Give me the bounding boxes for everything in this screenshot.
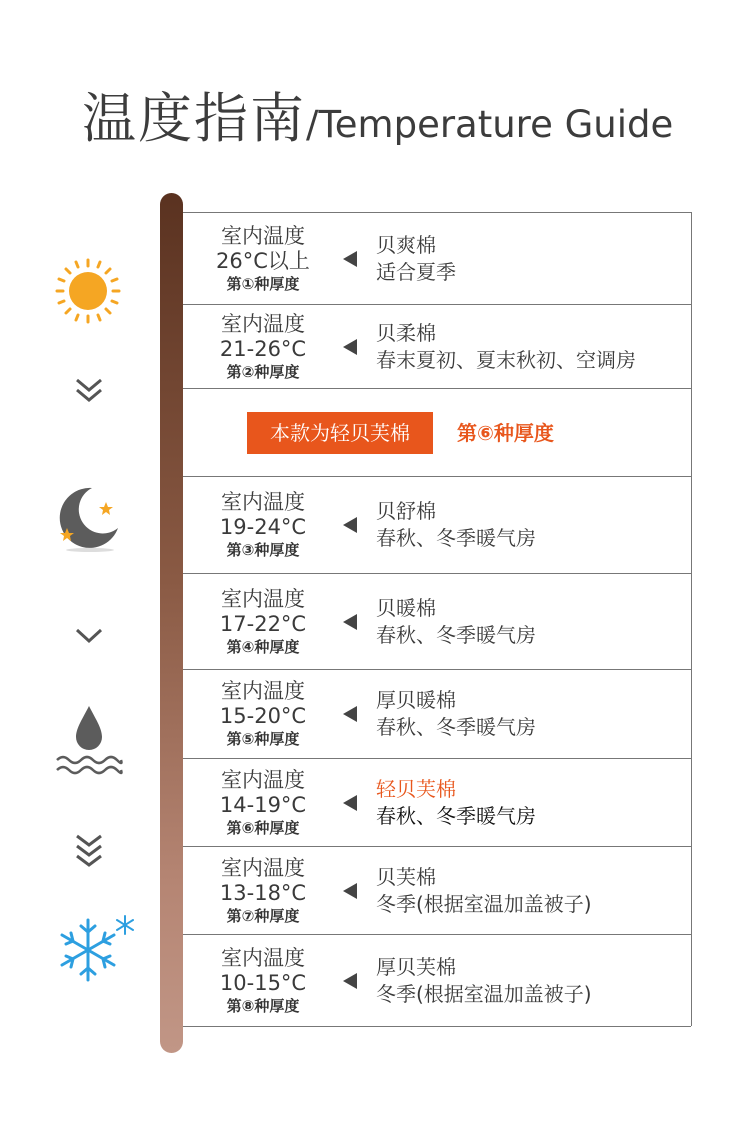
- product-name: 贝舒棉: [376, 499, 436, 523]
- water-drop-icon: [55, 704, 123, 778]
- temp-range: 14-19°C: [219, 792, 307, 817]
- product-cell: [376, 305, 636, 388]
- thickness-label: 第⑥种厚度: [226, 818, 300, 837]
- table-row: [183, 477, 691, 574]
- table-row: [183, 213, 691, 305]
- temp-label: 室内温度: [221, 490, 305, 514]
- temp-range: 26°C以上: [216, 248, 310, 273]
- pointer-arrow-icon: [343, 973, 357, 989]
- product-cell: [376, 847, 592, 934]
- pointer-arrow-icon: [343, 795, 357, 811]
- thickness-label: 第③种厚度: [226, 541, 300, 559]
- chevron-triple-down-icon: [74, 832, 104, 872]
- table-row: [183, 305, 691, 389]
- temperature-table: [183, 212, 692, 1026]
- product-cell: [376, 477, 536, 573]
- pointer-arrow-icon: [343, 883, 357, 899]
- temp-label: 室内温度: [221, 223, 305, 248]
- thickness-label: 第①种厚度: [226, 274, 300, 293]
- thickness-label: 第②种厚度: [226, 362, 300, 381]
- pointer-arrow-icon: [343, 251, 357, 267]
- title-english: /Temperature Guide: [306, 103, 674, 146]
- temperature-cell: [183, 213, 343, 304]
- table-row: [183, 935, 691, 1027]
- temp-label: 室内温度: [221, 311, 305, 336]
- thickness-label: 第⑧种厚度: [226, 996, 300, 1015]
- pointer-arrow-icon: [343, 339, 357, 355]
- sun-icon: [55, 258, 121, 324]
- product-cell: [376, 213, 456, 304]
- temp-label: 室内温度: [221, 679, 305, 703]
- temperature-cell: [183, 847, 343, 934]
- promo-row: [183, 389, 691, 477]
- product-name: 贝爽棉: [376, 232, 436, 257]
- season-text: 春末夏初、夏末秋初、空调房: [376, 347, 636, 372]
- temperature-cell: [183, 477, 343, 573]
- season-text: 春秋、冬季暖气房: [376, 803, 536, 828]
- season-text: 冬季(根据室温加盖被子): [376, 981, 592, 1006]
- title-chinese: 温度指南: [82, 87, 306, 150]
- temp-label: 室内温度: [221, 945, 305, 970]
- moon-star-icon: [52, 482, 124, 554]
- chevron-down-icon: [74, 626, 104, 646]
- temp-range: 15-20°C: [219, 704, 307, 728]
- product-name: 轻贝芙棉: [376, 776, 456, 801]
- table-row: [183, 574, 691, 670]
- temp-label: 室内温度: [221, 767, 305, 792]
- thickness-label: 第④种厚度: [226, 637, 300, 656]
- product-cell: [376, 670, 536, 758]
- current-product-badge: 本款为轻贝芙棉: [247, 412, 433, 454]
- temp-range: 13-18°C: [219, 880, 307, 905]
- temp-range: 17-22°C: [219, 611, 307, 636]
- product-cell: [376, 759, 536, 846]
- temperature-cell: [183, 305, 343, 388]
- temp-range: 21-26°C: [219, 336, 307, 361]
- temperature-cell: [183, 574, 343, 669]
- snowflake-icon: [54, 914, 138, 986]
- temperature-cell: [183, 759, 343, 846]
- season-text: 春秋、冬季暖气房: [376, 622, 536, 647]
- product-name: 厚贝暖棉: [376, 688, 456, 712]
- table-row-highlighted: [183, 759, 691, 847]
- table-row: [183, 670, 691, 759]
- page-title: [82, 87, 674, 150]
- chevron-double-down-icon: [74, 376, 104, 406]
- pointer-arrow-icon: [343, 517, 357, 533]
- temp-label: 室内温度: [221, 586, 305, 611]
- product-name: 贝暖棉: [376, 595, 436, 620]
- temp-label: 室内温度: [221, 855, 305, 880]
- table-row: [183, 847, 691, 935]
- product-cell: [376, 935, 592, 1026]
- temperature-gradient-bar: [160, 193, 183, 1053]
- temperature-cell: [183, 670, 343, 758]
- season-text: 适合夏季: [376, 259, 456, 284]
- product-name: 厚贝芙棉: [376, 954, 456, 979]
- product-cell: [376, 574, 536, 669]
- temp-range: 19-24°C: [219, 515, 307, 539]
- temperature-cell: [183, 935, 343, 1026]
- season-text: 冬季(根据室温加盖被子): [376, 891, 592, 916]
- pointer-arrow-icon: [343, 614, 357, 630]
- thickness-label: 第⑦种厚度: [226, 906, 300, 925]
- temp-range: 10-15°C: [219, 970, 307, 995]
- thickness-label: 第⑤种厚度: [226, 730, 300, 748]
- season-text: 春秋、冬季暖气房: [376, 526, 536, 550]
- pointer-arrow-icon: [343, 706, 357, 722]
- product-name: 贝柔棉: [376, 320, 436, 345]
- season-text: 春秋、冬季暖气房: [376, 715, 536, 739]
- product-name: 贝芙棉: [376, 864, 436, 889]
- current-thickness-note: 第⑥种厚度: [457, 421, 554, 445]
